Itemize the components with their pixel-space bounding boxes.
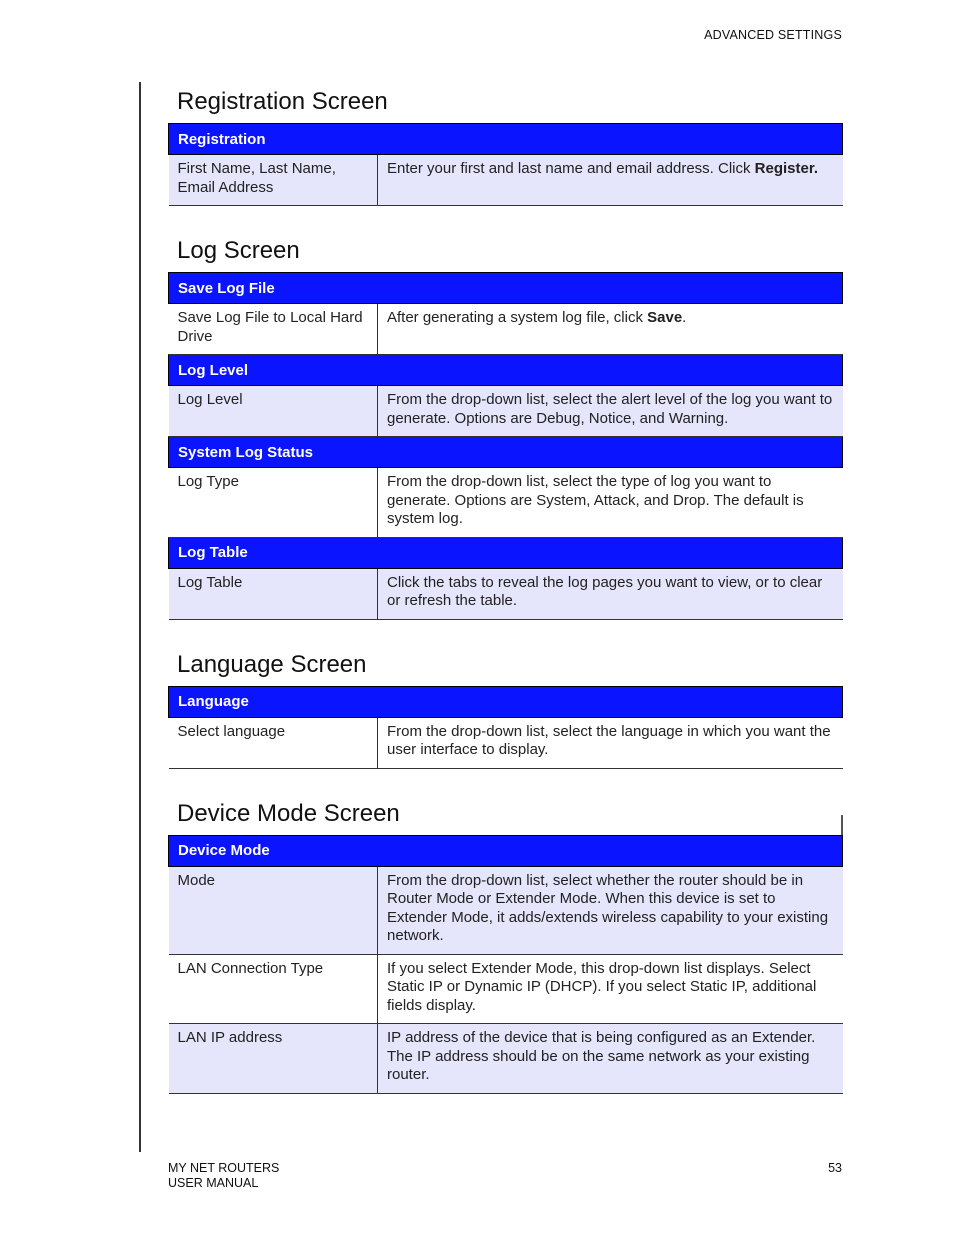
table-row	[169, 568, 843, 619]
description-text: If you select Extender Mode, this drop-down list displays. Select Static IP or Dynamic IP (DHCP). If you select Static IP, additional fields display.	[387, 959, 817, 1014]
table-row	[169, 717, 843, 768]
field-description	[378, 568, 843, 619]
field-description	[378, 954, 843, 1024]
page-number: 53	[828, 1161, 842, 1175]
group-header-row	[169, 437, 843, 468]
group-header-row	[169, 273, 843, 304]
table-row	[169, 304, 843, 355]
field-label: Mode	[169, 866, 378, 954]
field-label: Select language	[169, 717, 378, 768]
settings-table	[168, 835, 843, 1094]
page-content	[168, 82, 843, 1094]
section	[168, 794, 843, 1094]
table-row	[169, 866, 843, 954]
description-suffix: .	[682, 309, 687, 326]
field-description	[378, 155, 843, 206]
field-label: Log Level	[169, 386, 378, 437]
footer-title	[168, 1161, 279, 1191]
description-emphasis: Register.	[754, 160, 819, 177]
table-row	[169, 386, 843, 437]
field-description	[378, 866, 843, 954]
section	[168, 82, 843, 206]
group-heading: Log Table	[169, 537, 843, 568]
description-text: Enter your first and last name and email address. Click	[387, 160, 755, 177]
section	[168, 231, 843, 620]
field-description	[378, 1024, 843, 1094]
footer-product: MY NET ROUTERS	[168, 1161, 280, 1175]
field-label: Log Type	[169, 468, 378, 538]
group-header-row	[169, 355, 843, 386]
group-header-row	[169, 537, 843, 568]
group-heading: Language	[169, 686, 843, 717]
field-description	[378, 717, 843, 768]
description-text: From the drop-down list, select whether the router should be in Router Mode or Extender Mode. When this device is set to Extender Mode, it adds/extends wireless capability to your existing network.	[387, 871, 829, 944]
running-header: ADVANCED SETTINGS	[704, 28, 842, 42]
description-text: After generating a system log file, click	[387, 309, 648, 326]
group-heading: Save Log File	[169, 273, 843, 304]
field-description	[378, 386, 843, 437]
field-label: LAN IP address	[169, 1024, 378, 1094]
section-title: Device Mode Screen	[177, 799, 400, 827]
section-title: Registration Screen	[177, 88, 388, 115]
table-row	[169, 954, 843, 1024]
section	[168, 645, 843, 769]
field-description	[378, 468, 843, 538]
group-heading: Device Mode	[169, 835, 843, 866]
settings-table	[168, 686, 843, 769]
table-row	[169, 468, 843, 538]
description-text: From the drop-down list, select the type of log you want to generate. Options are System, Attack, and Drop. The default is system log.	[387, 473, 804, 527]
field-label: First Name, Last Name, Email Address	[169, 155, 378, 206]
group-header-row	[169, 124, 843, 155]
group-heading: Log Level	[169, 355, 843, 386]
description-text: From the drop-down list, select the language in which you want the user interface to display.	[387, 722, 831, 758]
section-title: Language Screen	[177, 650, 367, 678]
group-heading: System Log Status	[169, 437, 843, 468]
description-text: IP address of the device that is being configured as an Extender. The IP address should be on the same network as your existing router.	[387, 1029, 816, 1083]
group-header-row	[169, 835, 843, 866]
field-description	[378, 304, 843, 355]
description-text: Click the tabs to reveal the log pages you want to view, or to clear or refresh the table.	[387, 573, 823, 609]
field-label: Save Log File to Local Hard Drive	[169, 304, 378, 355]
footer-doc: USER MANUAL	[168, 1176, 259, 1190]
settings-table	[168, 123, 843, 206]
table-row	[169, 155, 843, 206]
description-emphasis: Save	[647, 309, 683, 326]
left-margin-rule	[139, 82, 141, 1152]
group-heading: Registration	[169, 124, 843, 155]
description-text: From the drop-down list, select the alert level of the log you want to generate. Options are Debug, Notice, and Warning.	[387, 391, 833, 427]
settings-table	[168, 272, 843, 620]
field-label: LAN Connection Type	[169, 954, 378, 1024]
group-header-row	[169, 686, 843, 717]
table-row	[169, 1024, 843, 1094]
field-label: Log Table	[169, 568, 378, 619]
section-title: Log Screen	[177, 237, 300, 264]
